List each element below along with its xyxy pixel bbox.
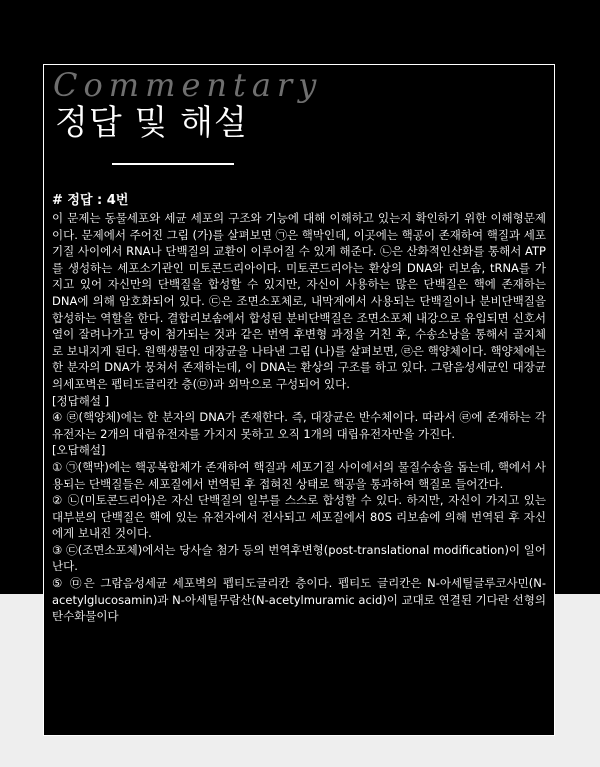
correct-answer-explanation: ④ ㉣(핵양체)에는 한 분자의 DNA가 존재한다. 즉, 대장균은 반수체이다. 따라서 ㉣에 존재하는 각 유전자는 2개의 대립유전자를 가지지 못하고 오직 1개의 대립유전자만을 가진다. [52, 410, 546, 441]
correct-answer-heading: [정답해설 ] [52, 393, 110, 408]
answer-heading: # 정답 : 4번 [52, 193, 129, 208]
page-title: 정답 및 해설 [55, 103, 248, 143]
wrong-answer-heading: [오답해설] [52, 443, 106, 458]
wrong-answer-item-2: ② ㉡(미토콘드리아)은 자신 단백질의 일부를 스스로 합성할 수 있다. 하지만, 자신이 가지고 있는 대부분의 단백질은 핵에 있는 유전자에서 전사되고 세포질에서 80S 리보솜에 의해 번역된 후 자신에게 보내진 것이다. [52, 493, 546, 541]
wrong-answer-item-5: ⑤ ㉤은 그람음성세균 세포벽의 펩티도글리칸 층이다. 펩티도 글리칸은 N-아세틸글루코사민(N-acetylglucosamin)과 N-아세틸무람산(N-acetylmuramic acid)이 교대로 연결된 기다란 선형의 탄수화물이다 [52, 576, 546, 624]
script-title: Commentary [53, 66, 323, 104]
explanation-paragraph: 이 문제는 동물세포와 세균 세포의 구조와 기능에 대해 이해하고 있는지 확인하기 위한 이해형문제이다. 문제에서 주어진 그림 (가)를 살펴보면 ㉠은 핵막인데, 이곳에는 핵공이 존재하여 핵질과 세포기질 사이에서 RNA나 단백질의 교환이 이루어질 수 있게 해준다. ㉡은 산화적인산화를 통해서 ATP를 생성하는 세포소기관인 미토콘드리아이다. 미토콘드리아는 환상의 DNA와 리보솜, tRNA를 가지고 있어 자신만의 단백질을 합성할 수 있지만, 자신이 사용하는 많은 단백질은 핵에 존재하는 DNA에 의해 암호화되어 있다. ㉢은 조면소포체로, 내막계에서 사용되는 단백질이나 분비단백질을 합성하는 역할을 한다. 결합리보솜에서 합성된 분비단백질은 조면소포체 내강으로 유입되면 신호서열이 잘려나가고 당이 첨가되는 것과 같은 번역 후변형 과정을 거친 후, 수송소낭을 통해서 골지체로 보내지게 된다. 원핵생물인 대장균을 나타낸 그림 (나)를 살펴보면, ㉣은 핵양체이다. 핵양체에는 한 분자의 DNA가 뭉쳐서 존재하는데, 이 DNA는 환상의 구조를 하고 있다. 그람음성세균인 대장균의세포벽은 펩티도글리칸 층(㉤)과 외막으로 구성되어 있다. [52, 211, 546, 391]
wrong-answer-item-3: ③ ㉢(조면소포체)에서는 당사슬 첨가 등의 번역후변형(post-translational modification)이 일어난다. [52, 542, 546, 574]
explanation-body [52, 210, 546, 625]
wrong-answer-item-1: ① ㉠(핵막)에는 핵공복합체가 존재하여 핵질과 세포기질 사이에서의 물질수송을 돕는데, 핵에서 사용되는 단백질들은 세포질에서 번역된 후 접혀진 상태로 핵공을 통과하여 핵질로 들어간다. [52, 459, 546, 491]
title-divider [112, 163, 234, 165]
